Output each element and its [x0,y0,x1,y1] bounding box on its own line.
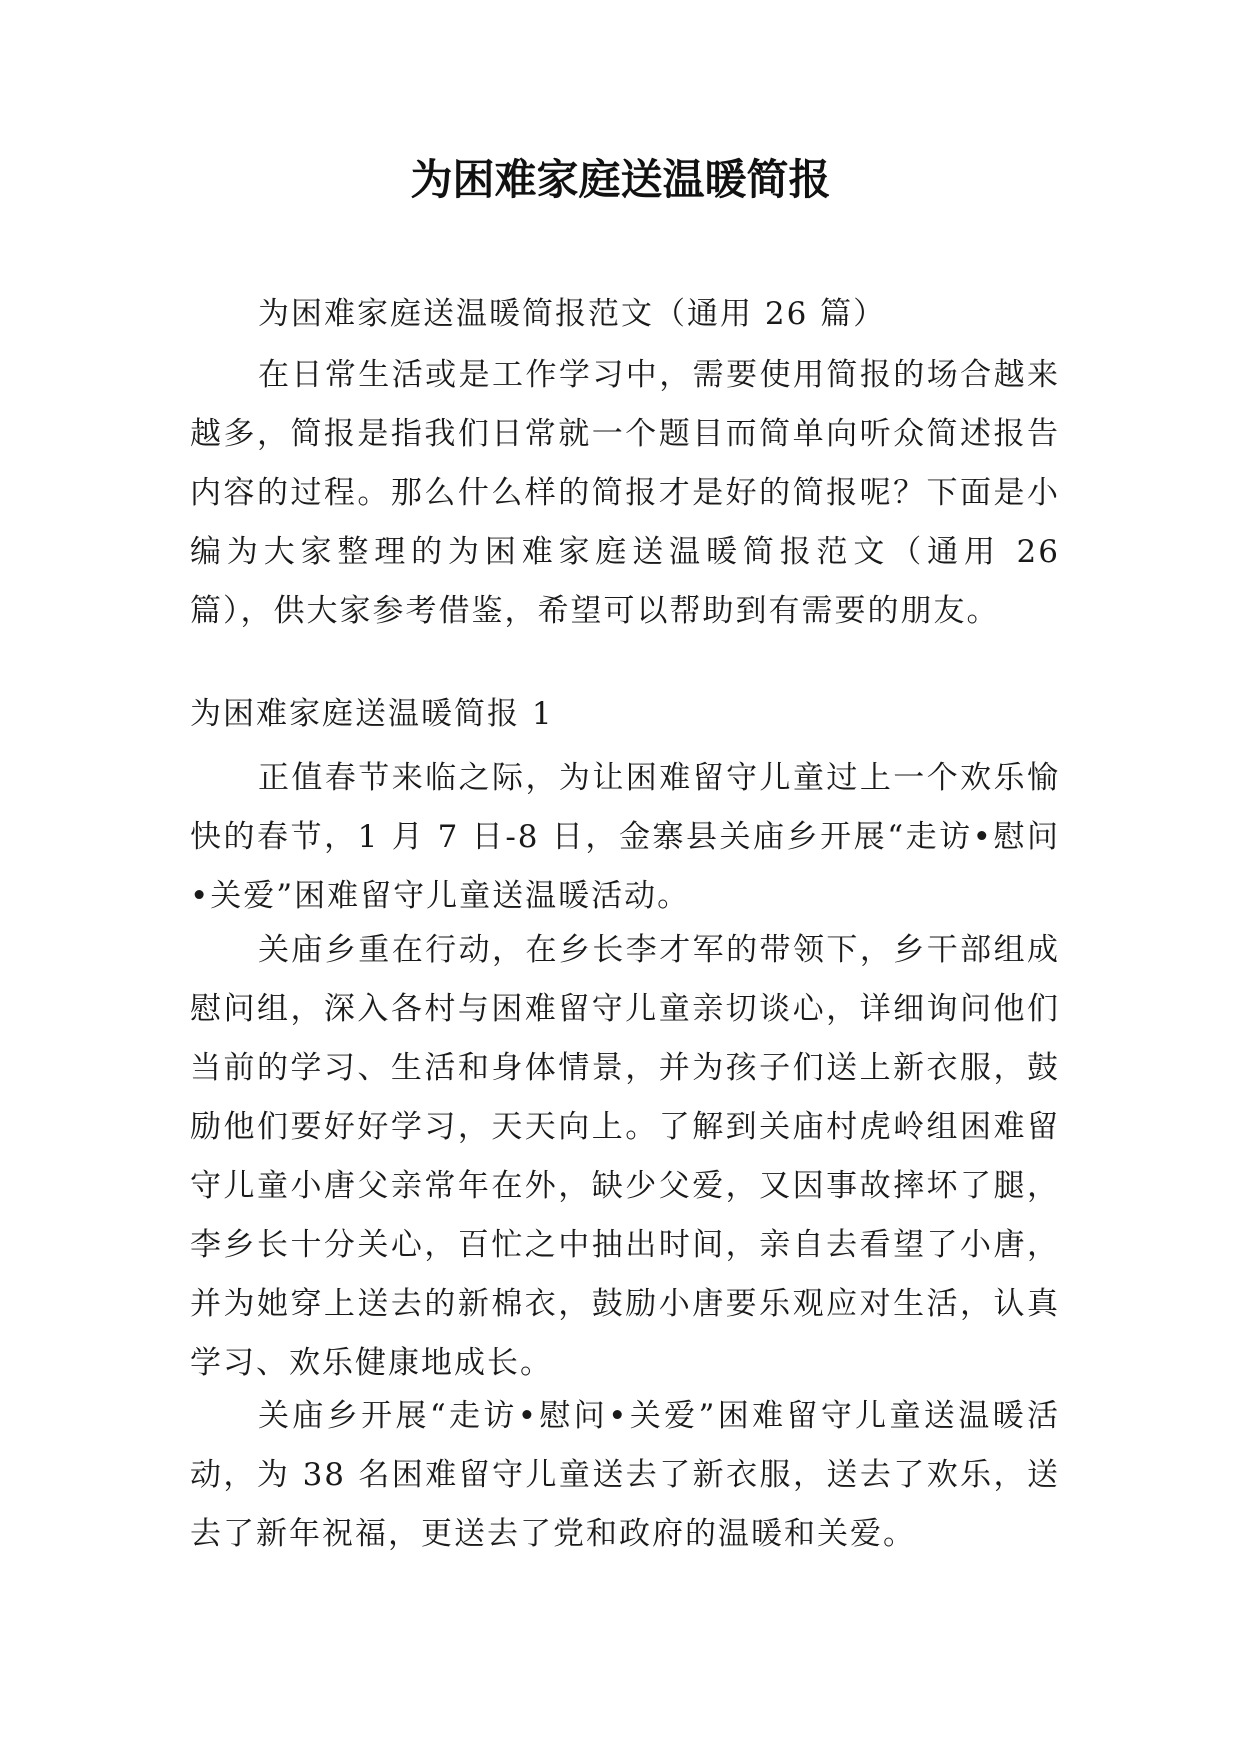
body-paragraph-1: 正值春节来临之际，为让困难留守儿童过上一个欢乐愉快的春节，1 月 7 日-8 日，金寨县关庙乡开展“走访•慰问•关爱”困难留守儿童送温暖活动。 [190,760,1060,914]
document-subtitle: 为困难家庭送温暖简报范文（通用 26 篇） [258,296,887,332]
section-heading: 为困难家庭送温暖简报 1 [190,696,554,732]
body-paragraph-2: 关庙乡重在行动，在乡长李才军的带领下，乡干部组成慰问组，深入各村与困难留守儿童亲切谈心，详细询问他们当前的学习、生活和身体情景，并为孩子们送上新衣服，鼓励他们要好好学习，天天向上。了解到关庙村虎岭组困难留守儿童小唐父亲常年在外，缺少父爱，又因事故摔坏了腿，李乡长十分关心，百忙之中抽出时间，亲自去看望了小唐，并为她穿上送去的新棉衣，鼓励小唐要乐观应对生活，认真学习、欢乐健康地成长。 [190,932,1060,1381]
body-paragraph-3: 关庙乡开展“走访•慰问•关爱”困难留守儿童送温暖活动，为 38 名困难留守儿童送去了新衣服，送去了欢乐，送去了新年祝福，更送去了党和政府的温暖和关爱。 [190,1398,1060,1552]
document-title: 为困难家庭送温暖简报 [410,155,831,204]
intro-paragraph: 在日常生活或是工作学习中，需要使用简报的场合越来越多，简报是指我们日常就一个题目而简单向听众简述报告内容的过程。那么什么样的简报才是好的简报呢？下面是小编为大家整理的为困难家庭送温暖简报范文（通用 26 篇），供大家参考借鉴，希望可以帮助到有需要的朋友。 [190,357,1060,629]
